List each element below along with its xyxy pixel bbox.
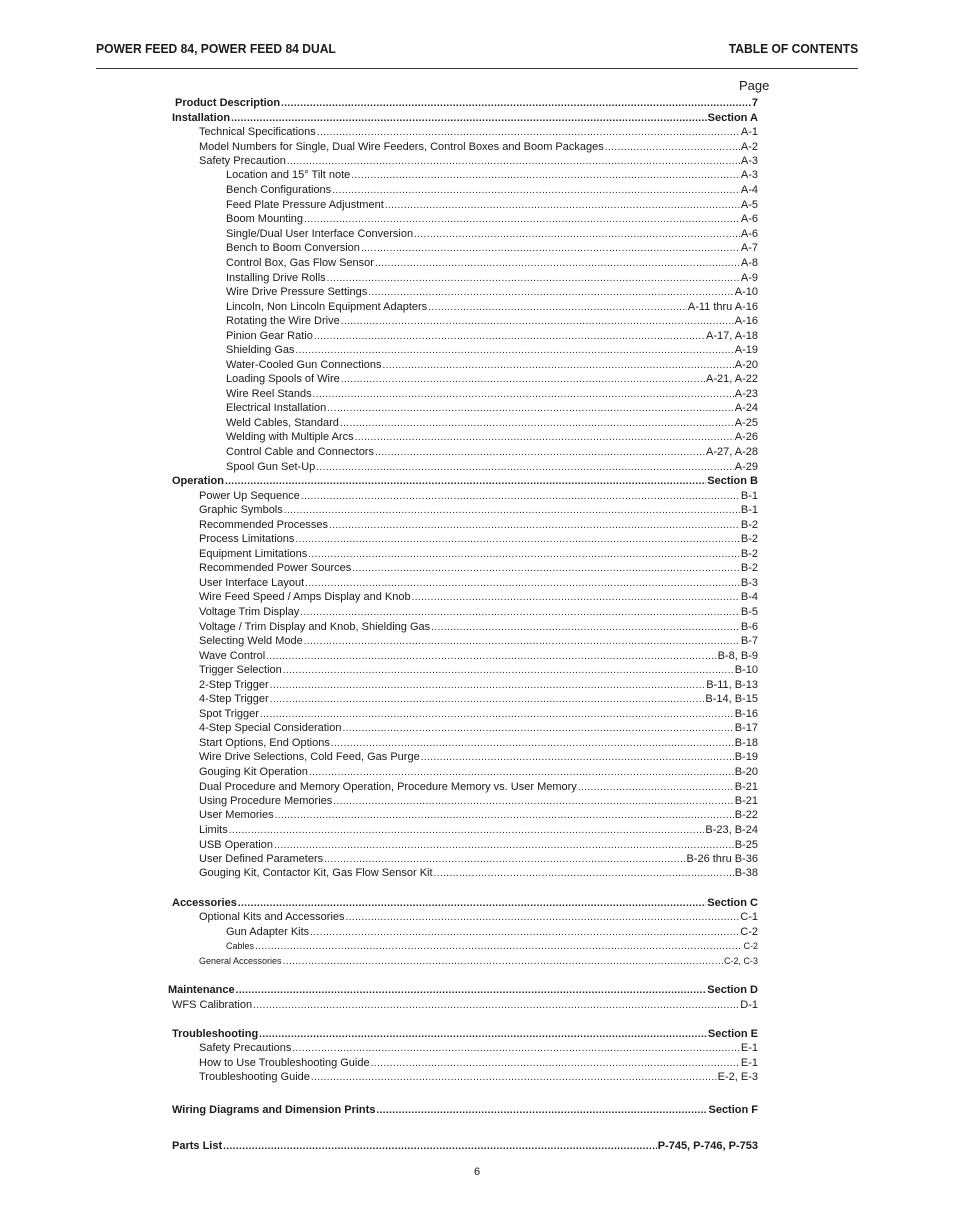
toc-leader-dots	[274, 838, 734, 853]
toc-entry-page: Section B	[707, 475, 758, 487]
toc-entry-page: B-10	[734, 664, 758, 676]
toc-leader-dots	[342, 721, 733, 736]
toc-entry	[199, 503, 758, 518]
toc-leader-dots	[361, 241, 740, 256]
toc-entry-page: B-18	[734, 737, 758, 749]
toc-entry-page: B-1	[740, 490, 758, 502]
toc-entry-title: Wave Control	[199, 650, 266, 662]
toc-entry-page: Section C	[707, 897, 758, 909]
toc-leader-dots	[296, 343, 734, 358]
toc-entry-title: Shielding Gas	[226, 344, 295, 356]
toc-entry-page: B-19	[734, 751, 758, 763]
toc-entry	[226, 387, 758, 402]
toc-entry-page: B-38	[734, 867, 758, 879]
toc-leader-dots	[421, 750, 734, 765]
toc-entry	[199, 1070, 758, 1085]
toc-entry	[199, 678, 758, 693]
toc-entry-title: Bench Configurations	[226, 184, 332, 196]
toc-entry-page: B-2	[740, 562, 758, 574]
toc-entry-title: 4-Step Trigger	[199, 693, 269, 705]
toc-entry-title: Product Description	[175, 97, 281, 109]
toc-leader-dots	[341, 372, 705, 387]
toc-entry-page: A-16	[734, 315, 758, 327]
toc-entry-title: Limits	[199, 824, 228, 836]
toc-entry	[168, 983, 758, 998]
toc-entry-page: B-2	[740, 519, 758, 531]
toc-leader-dots	[292, 1041, 740, 1056]
toc-entry-page: B-17	[734, 722, 758, 734]
toc-leader-dots	[236, 983, 707, 998]
toc-entry-page: A-29	[734, 461, 758, 473]
toc-entry-page: A-2	[740, 141, 758, 153]
toc-entry-title: WFS Calibration	[172, 999, 253, 1011]
toc-entry-title: Optional Kits and Accessories	[199, 911, 345, 923]
toc-entry	[175, 96, 758, 111]
toc-leader-dots	[283, 954, 723, 969]
toc-entry	[199, 125, 758, 140]
toc-entry-title: Gouging Kit Operation	[199, 766, 308, 778]
toc-entry-page: A-5	[740, 199, 758, 211]
toc-entry-title: Gouging Kit, Contactor Kit, Gas Flow Sensor Kit	[199, 867, 433, 879]
toc-entry	[199, 532, 758, 547]
toc-entry-page: E-2, E-3	[717, 1071, 758, 1083]
toc-entry	[172, 1139, 758, 1154]
toc-entry-title: Spot Trigger	[199, 708, 259, 720]
toc-entry	[199, 838, 758, 853]
toc-entry-page: C-2, C-3	[723, 956, 758, 966]
toc-entry-title: Voltage / Trim Display and Knob, Shielding Gas	[199, 621, 431, 633]
toc-entry-page: P-745, P-746, P-753	[657, 1140, 758, 1152]
toc-leader-dots	[333, 794, 733, 809]
toc-entry	[199, 823, 758, 838]
toc-leader-dots	[316, 460, 733, 475]
toc-entry-page: A-8	[740, 257, 758, 269]
toc-leader-dots	[327, 271, 740, 286]
toc-entry	[199, 1056, 758, 1071]
toc-entry-title: Recommended Processes	[199, 519, 329, 531]
toc-entry-title: Single/Dual User Interface Conversion	[226, 228, 414, 240]
toc-entry	[226, 358, 758, 373]
toc-entry-title: Dual Procedure and Memory Operation, Procedure Memory vs. User Memory	[199, 781, 577, 793]
toc-entry	[199, 663, 758, 678]
toc-leader-dots	[223, 1139, 657, 1154]
toc-entry	[199, 561, 758, 576]
toc-entry	[226, 212, 758, 227]
toc-entry-page: C-1	[740, 911, 758, 923]
toc-leader-dots	[327, 401, 733, 416]
toc-entry-title: 4-Step Special Consideration	[199, 722, 342, 734]
toc-entry-page: A-21, A-22	[706, 373, 758, 385]
toc-entry-page: A-3	[740, 169, 758, 181]
toc-leader-dots	[255, 939, 742, 954]
toc-entry	[172, 111, 758, 126]
toc-leader-dots	[414, 227, 740, 242]
toc-leader-dots	[304, 634, 740, 649]
document-title: POWER FEED 84, POWER FEED 84 DUAL	[96, 41, 336, 56]
toc-leader-dots	[317, 125, 740, 140]
toc-leader-dots	[225, 474, 706, 489]
toc-entry-page: A-1	[740, 126, 758, 138]
toc-entry	[199, 707, 758, 722]
toc-entry-title: User Defined Parameters	[199, 853, 324, 865]
toc-leader-dots	[305, 576, 740, 591]
toc-entry	[226, 168, 758, 183]
toc-leader-dots	[281, 96, 751, 111]
toc-entry-page: B-22	[734, 809, 758, 821]
toc-entry-page: C-2	[740, 926, 758, 938]
toc-entry	[226, 460, 758, 475]
toc-entry-title: Maintenance	[168, 984, 235, 996]
toc-entry-page: A-9	[740, 272, 758, 284]
toc-entry-title: Using Procedure Memories	[199, 795, 333, 807]
toc-entry-page: B-20	[734, 766, 758, 778]
toc-entry-title: User Memories	[199, 809, 274, 821]
toc-entry-page: A-27, A-28	[706, 446, 758, 458]
toc-entry-page: 7	[751, 97, 758, 109]
toc-entry-page: B-14, B-15	[705, 693, 758, 705]
toc-entry-page: B-6	[740, 621, 758, 633]
toc-entry-page: B-11, B-13	[706, 679, 758, 691]
toc-entry-title: Safety Precaution	[199, 155, 286, 167]
toc-entry	[226, 925, 758, 940]
toc-leader-dots	[266, 649, 716, 664]
toc-leader-dots	[371, 1056, 740, 1071]
toc-leader-dots	[340, 416, 734, 431]
toc-leader-dots	[253, 998, 739, 1013]
toc-entry-page: Section E	[707, 1028, 758, 1040]
toc-entry	[226, 227, 758, 242]
toc-entry-title: Troubleshooting	[172, 1028, 259, 1040]
toc-entry-page: A-6	[740, 228, 758, 240]
toc-entry	[199, 780, 758, 795]
toc-entry-title: Spool Gun Set-Up	[226, 461, 316, 473]
toc-entry-title: Troubleshooting Guide	[199, 1071, 310, 1083]
toc-entry-title: User Interface Layout	[199, 577, 305, 589]
toc-entry-title: Trigger Selection	[199, 664, 282, 676]
header-divider	[96, 68, 858, 69]
toc-leader-dots	[385, 198, 740, 213]
toc-entry-page: B-3	[740, 577, 758, 589]
toc-entry	[226, 314, 758, 329]
toc-leader-dots	[310, 925, 739, 940]
toc-entry	[172, 474, 758, 489]
toc-entry	[199, 649, 758, 664]
toc-entry-title: General Accessories	[199, 956, 282, 966]
toc-entry-title: Installing Drive Rolls	[226, 272, 326, 284]
toc-entry-title: Technical Specifications	[199, 126, 316, 138]
toc-entry	[226, 241, 758, 256]
toc-leader-dots	[324, 852, 685, 867]
toc-entry	[199, 576, 758, 591]
toc-entry	[226, 329, 758, 344]
toc-entry-page: A-11 thru A-16	[687, 301, 758, 313]
toc-entry	[199, 692, 758, 707]
toc-entry-title: Boom Mounting	[226, 213, 304, 225]
toc-leader-dots	[314, 329, 705, 344]
toc-leader-dots	[383, 358, 734, 373]
toc-entry	[199, 954, 758, 969]
toc-entry	[226, 198, 758, 213]
toc-leader-dots	[259, 1027, 707, 1042]
toc-entry-page: A-7	[740, 242, 758, 254]
toc-entry	[226, 343, 758, 358]
toc-leader-dots	[351, 168, 740, 183]
toc-leader-dots	[376, 1103, 707, 1118]
toc-leader-dots	[313, 387, 734, 402]
toc-leader-dots	[295, 532, 740, 547]
toc-entry	[199, 910, 758, 925]
toc-entry-title: Lincoln, Non Lincoln Equipment Adapters	[226, 301, 428, 313]
toc-entry-title: Control Box, Gas Flow Sensor	[226, 257, 374, 269]
toc-leader-dots	[311, 1070, 717, 1085]
toc-entry-page: A-6	[740, 213, 758, 225]
toc-entry-title: Start Options, End Options	[199, 737, 330, 749]
toc-entry-title: Process Limitations	[199, 533, 295, 545]
toc-entry-title: Wire Feed Speed / Amps Display and Knob	[199, 591, 411, 603]
page-number: 6	[473, 1166, 481, 1178]
toc-leader-dots	[329, 518, 740, 533]
toc-entry-title: Electrical Installation	[226, 402, 327, 414]
toc-entry-title: Graphic Symbols	[199, 504, 283, 516]
toc-entry-page: B-4	[740, 591, 758, 603]
toc-entry-title: Accessories	[172, 897, 237, 909]
toc-entry-page: A-10	[734, 286, 758, 298]
toc-entry-page: A-17, A-18	[706, 330, 758, 342]
toc-entry-page: A-24	[734, 402, 758, 414]
toc-entry	[199, 1041, 758, 1056]
toc-entry-title: Operation	[172, 475, 224, 487]
toc-entry-title: Voltage Trim Display	[199, 606, 300, 618]
toc-entry	[226, 416, 758, 431]
toc-leader-dots	[431, 620, 740, 635]
toc-leader-dots	[270, 692, 705, 707]
toc-entry-title: Pinion Gear Ratio	[226, 330, 313, 342]
toc-entry-title: Gun Adapter Kits	[226, 926, 310, 938]
page-header	[96, 41, 858, 63]
toc-entry-page: A-19	[734, 344, 758, 356]
toc-entry	[226, 183, 758, 198]
toc-entry-title: Welding with Multiple Arcs	[226, 431, 354, 443]
toc-entry-title: Recommended Power Sources	[199, 562, 352, 574]
toc-leader-dots	[375, 256, 740, 271]
toc-entry	[226, 285, 758, 300]
toc-entry-title: Control Cable and Connectors	[226, 446, 374, 458]
toc-entry-title: Feed Plate Pressure Adjustment	[226, 199, 384, 211]
toc-leader-dots	[283, 663, 734, 678]
toc-entry-title: Model Numbers for Single, Dual Wire Feeders, Control Boxes and Boom Packages	[199, 141, 604, 153]
toc-leader-dots	[308, 547, 740, 562]
toc-entry-page: B-26 thru B-36	[686, 853, 758, 865]
toc-entry-title: Location and 15° Tilt note	[226, 169, 351, 181]
toc-entry-page: A-25	[734, 417, 758, 429]
toc-entry-title: Equipment Limitations	[199, 548, 308, 560]
toc-entry-page: E-1	[740, 1042, 758, 1054]
toc-entry	[199, 605, 758, 620]
toc-leader-dots	[260, 707, 734, 722]
toc-entry-page: B-23, B-24	[705, 824, 758, 836]
toc-entry-page: E-1	[740, 1057, 758, 1069]
toc-leader-dots	[355, 430, 734, 445]
toc-entry	[199, 154, 758, 169]
toc-entry	[226, 445, 758, 460]
toc-entry	[199, 852, 758, 867]
toc-entry-title: Weld Cables, Standard	[226, 417, 339, 429]
page-column-label: Page	[739, 78, 770, 93]
toc-entry-title: Wire Drive Selections, Cold Feed, Gas Purge	[199, 751, 420, 763]
toc-entry	[199, 634, 758, 649]
toc-leader-dots	[352, 561, 740, 576]
toc-entry	[226, 256, 758, 271]
toc-leader-dots	[238, 896, 706, 911]
toc-leader-dots	[229, 823, 705, 838]
toc-entry-page: A-4	[740, 184, 758, 196]
toc-entry	[199, 620, 758, 635]
toc-leader-dots	[301, 489, 740, 504]
toc-entry-title: Wire Reel Stands	[226, 388, 312, 400]
toc-entry	[199, 765, 758, 780]
toc-entry-page: B-21	[734, 781, 758, 793]
toc-entry	[226, 271, 758, 286]
toc-entry	[172, 998, 758, 1013]
toc-leader-dots	[300, 605, 740, 620]
toc-entry	[199, 140, 758, 155]
toc-leader-dots	[428, 300, 687, 315]
toc-entry-page: A-23	[734, 388, 758, 400]
toc-entry	[172, 1103, 758, 1118]
toc-entry-page: B-5	[740, 606, 758, 618]
toc-entry	[199, 808, 758, 823]
toc-entry	[199, 794, 758, 809]
toc-entry-page: Section D	[707, 984, 758, 996]
toc-entry-page: B-8, B-9	[717, 650, 758, 662]
toc-entry-page: B-25	[734, 839, 758, 851]
toc-leader-dots	[270, 678, 706, 693]
toc-entry	[226, 939, 758, 954]
toc-entry-title: How to Use Troubleshooting Guide	[199, 1057, 370, 1069]
toc-entry-title: Bench to Boom Conversion	[226, 242, 360, 254]
toc-entry-page: B-2	[740, 548, 758, 560]
toc-leader-dots	[434, 866, 734, 881]
toc-entry-page: B-7	[740, 635, 758, 647]
toc-entry-title: Installation	[172, 112, 231, 124]
toc-leader-dots	[368, 285, 734, 300]
toc-entry	[199, 750, 758, 765]
toc-entry	[226, 372, 758, 387]
toc-entry-title: Rotating the Wire Drive	[226, 315, 340, 327]
toc-entry	[226, 430, 758, 445]
toc-entry-page: B-1	[740, 504, 758, 516]
toc-entry	[172, 1027, 758, 1042]
toc-entry-title: Safety Precautions	[199, 1042, 292, 1054]
toc-entry-title: Loading Spools of Wire	[226, 373, 340, 385]
toc-entry	[199, 736, 758, 751]
toc-entry-page: A-20	[734, 359, 758, 371]
toc-entry-title: Selecting Weld Mode	[199, 635, 303, 647]
toc-entry-page: B-21	[734, 795, 758, 807]
toc-entry-page: Section A	[707, 112, 758, 124]
toc-leader-dots	[332, 183, 740, 198]
toc-entry-page: B-2	[740, 533, 758, 545]
toc-leader-dots	[375, 445, 705, 460]
toc-leader-dots	[346, 910, 740, 925]
toc-entry-title: Wiring Diagrams and Dimension Prints	[172, 1104, 376, 1116]
toc-entry-title: Cables	[226, 941, 255, 951]
toc-entry-page: Section F	[708, 1104, 758, 1116]
toc-leader-dots	[605, 140, 740, 155]
toc-entry-title: Power Up Sequence	[199, 490, 300, 502]
toc-leader-dots	[309, 765, 734, 780]
toc-entry	[199, 547, 758, 562]
toc-leader-dots	[341, 314, 734, 329]
toc-entry-page: C-2	[743, 941, 758, 951]
toc-entry	[226, 300, 758, 315]
toc-leader-dots	[304, 212, 740, 227]
toc-entry	[199, 489, 758, 504]
toc-entry-title: 2-Step Trigger	[199, 679, 269, 691]
toc-leader-dots	[231, 111, 707, 126]
toc-entry-page: A-26	[734, 431, 758, 443]
toc-entry	[226, 401, 758, 416]
toc-entry-title: Wire Drive Pressure Settings	[226, 286, 368, 298]
toc-entry-title: Parts List	[172, 1140, 223, 1152]
toc-entry-title: USB Operation	[199, 839, 273, 851]
toc-entry-page: B-16	[734, 708, 758, 720]
toc-entry	[199, 721, 758, 736]
toc-leader-dots	[284, 503, 740, 518]
toc-entry-page: D-1	[740, 999, 758, 1011]
toc-entry	[199, 590, 758, 605]
toc-entry	[199, 518, 758, 533]
toc-entry-title: Water-Cooled Gun Connections	[226, 359, 382, 371]
toc-entry-page: A-3	[740, 155, 758, 167]
toc-leader-dots	[578, 780, 734, 795]
section-title: TABLE OF CONTENTS	[728, 41, 858, 56]
toc-leader-dots	[287, 154, 740, 169]
toc-entry	[199, 866, 758, 881]
toc-leader-dots	[412, 590, 740, 605]
toc-leader-dots	[331, 736, 734, 751]
toc-leader-dots	[275, 808, 734, 823]
toc-entry	[172, 896, 758, 911]
